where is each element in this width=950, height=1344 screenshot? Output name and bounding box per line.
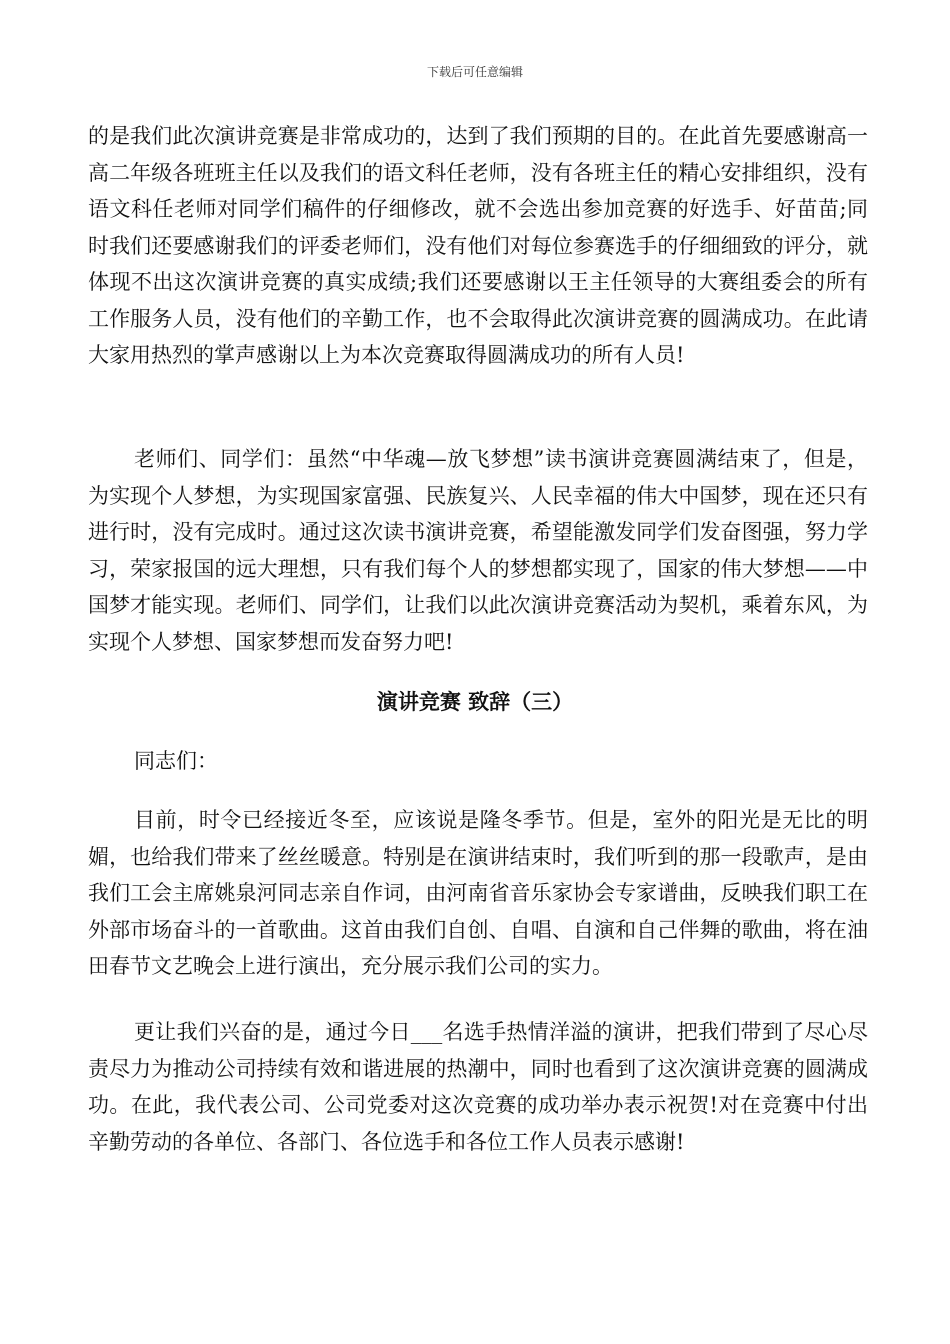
paragraph-1: 的是我们此次演讲竞赛是非常成功的，达到了我们预期的目的。在此首先要感谢高一高二年级各班班主任以及我们的语文科任老师，没有各班主任的精心安排组织，没有语文科任老师对同学们稿件的仔细修改，就不会选出参加竞赛的好选手、好苗苗;同时我们还要感谢我们的评委老师们，没有他们对每位参赛选手的仔细细致的评分，就体现不出这次演讲竞赛的真实成绩;我们还要感谢以王主任领导的大赛组委会的所有工作服务人员，没有他们的辛勤工作，也不会取得此次演讲竞赛的圆满成功。在此请大家用热烈的掌声感谢以上为本次竞赛取得圆满成功的所有人员! xyxy=(88,124,868,367)
paragraph-salutation: 同志们： xyxy=(134,749,218,773)
paragraph-4: 目前，时令已经接近冬至，应该说是隆冬季节。但是，室外的阳光是无比的明媚，也给我们带来了丝丝暖意。特别是在演讲结束时，我们听到的那一段歌声，是由我们工会主席姚泉河同志亲自作词，由河南省音乐家协会专家谱曲，反映我们职工在外部市场奋斗的一首歌曲。这首由我们自创、自唱、自演和自己伴舞的歌曲，将在油田春节文艺晚会上进行演出，充分展示我们公司的实力。 xyxy=(88,808,868,978)
paragraph-2: 老师们、同学们：虽然“中华魂—放飞梦想”读书演讲竞赛圆满结束了，但是，为实现个人梦想，为实现国家富强、民族复兴、人民幸福的伟大中国梦，现在还只有进行时，没有完成时。通过这次读书演讲竞赛，希望能激发同学们发奋图强，努力学习，荣家报国的远大理想，只有我们每个人的梦想都实现了，国家的伟大梦想——中国梦才能实现。老师们、同学们，让我们以此次演讲竞赛活动为契机，乘着东风，为实现个人梦想、国家梦想而发奋努力吧! xyxy=(88,447,868,654)
paragraph-5: 更让我们兴奋的是，通过今日___名选手热情洋溢的演讲，把我们带到了尽心尽责尽力为推动公司持续有效和谐进展的热潮中，同时也看到了这次演讲竞赛的圆满成功。在此，我代表公司、公司党委对这次竞赛的成功举办表示祝贺!对在竞赛中付出辛勤劳动的各单位、各部门、各位选手和各位工作人员表示感谢! xyxy=(88,1020,868,1154)
section-title: 演讲竞赛 致辞（三） xyxy=(376,689,574,714)
header-note: 下载后可任意编辑 xyxy=(426,65,523,79)
